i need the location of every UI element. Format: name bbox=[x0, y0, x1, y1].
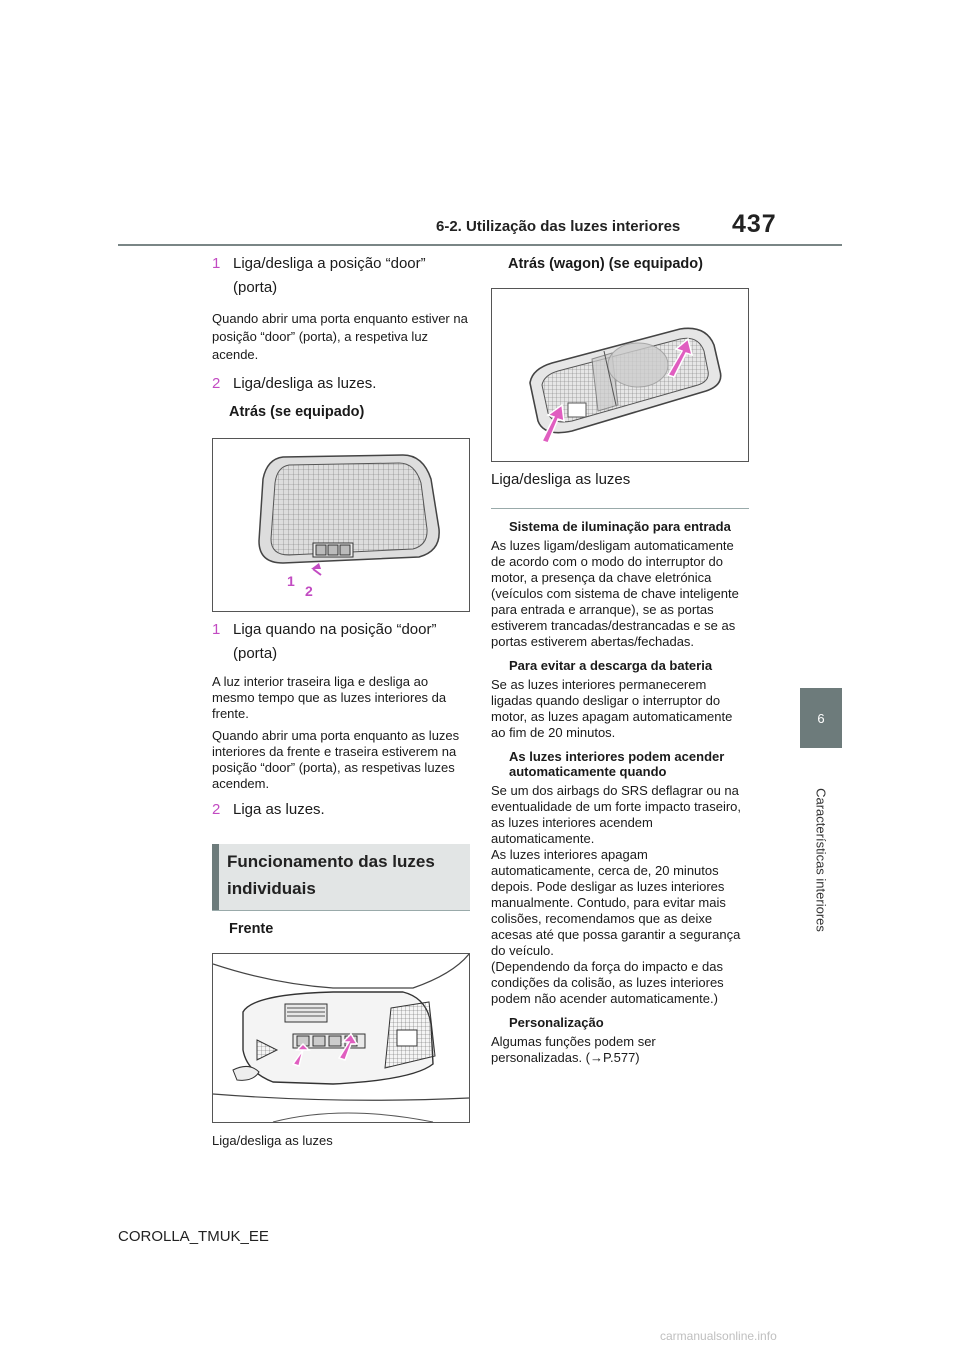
figure-caption: Liga/desliga as luzes bbox=[212, 1133, 333, 1148]
left-column bbox=[212, 252, 470, 1149]
wagon-light-illustration bbox=[492, 289, 748, 461]
item-text: Liga as luzes. bbox=[233, 801, 325, 818]
callout-2: 2 bbox=[305, 583, 313, 599]
section-divider bbox=[212, 910, 470, 911]
item-note: Quando abrir uma porta enquanto estiver na posição “door” (porta), a respetiva luz acende. bbox=[212, 311, 468, 362]
front-light-illustration bbox=[213, 954, 469, 1122]
right-column bbox=[491, 252, 749, 1066]
list-item bbox=[212, 798, 470, 822]
section-title: 6-2. Utilização das luzes interiores bbox=[436, 218, 681, 235]
note-body: (Dependendo da força do impacto e das condições da colisão, as luzes interiores podem não acender automaticamente.) bbox=[491, 959, 724, 1006]
note-title-entry-lighting: Sistema de iluminação para entrada bbox=[509, 519, 731, 534]
item-note: A luz interior traseira liga e desliga ao mesmo tempo que as luzes interiores da frente. bbox=[212, 674, 447, 721]
section-heading: Funcionamento das luzes individuais bbox=[212, 844, 470, 910]
item-text: Liga/desliga a posição “door” (porta) bbox=[233, 255, 426, 296]
chapter-label-text: Características interiores bbox=[813, 788, 829, 932]
item-number: 1 bbox=[212, 621, 221, 638]
item-number: 2 bbox=[212, 375, 221, 392]
front-light-figure bbox=[212, 953, 470, 1123]
rear-light-illustration bbox=[213, 439, 469, 611]
chapter-tab: 6 bbox=[800, 688, 842, 748]
note-title-battery: Para evitar a descarga da bateria bbox=[509, 658, 713, 673]
note-body: Algumas funções podem ser personalizadas. (→P.577) bbox=[491, 1034, 656, 1065]
rear-light-figure bbox=[212, 438, 470, 612]
list-item bbox=[212, 252, 470, 300]
watermark: carmanualsonline.info bbox=[660, 1329, 777, 1343]
front-heading: Frente bbox=[229, 921, 274, 937]
rear-heading: Atrás (se equipado) bbox=[229, 404, 365, 420]
item-number: 2 bbox=[212, 801, 221, 818]
note-title-customization: Personalização bbox=[509, 1015, 604, 1030]
item-note: Quando abrir uma porta enquanto as luzes interiores da frente e traseira estiverem na posição “door” (porta), as respetivas luzes acendem. bbox=[212, 728, 460, 791]
footer-model: COROLLA_TMUK_EE bbox=[118, 1228, 269, 1245]
note-body: Se um dos airbags do SRS deflagrar ou na eventualidade de um forte impacto traseiro, as luzes interiores acendem automaticamente. bbox=[491, 783, 742, 846]
list-item bbox=[212, 372, 470, 396]
callout-1: 1 bbox=[287, 573, 295, 589]
note-body: As luzes interiores apagam automaticamente, cerca de, 20 minutos depois. Pode desligar as luzes interiores manualmente. Contudo, para evitar mais colisões, recomendamos que as deixe acesas até que possa garantir a segurança do veículo. bbox=[491, 847, 741, 958]
note-body: As luzes ligam/desligam automaticamente de acordo com o modo do interruptor do motor, a presença da chave eletrónica (veículos com sistema de chave inteligente para entrada e arranque), se as portas estiverem trancadas/destrancadas e se as portas estiverem abertas/fechadas. bbox=[491, 538, 739, 649]
item-text: Liga quando na posição “door” (porta) bbox=[233, 621, 437, 662]
note-body: Se as luzes interiores permanecerem ligadas quando desligar o interruptor do motor, as luzes apagam automaticamente ao fim de 20 minutos. bbox=[491, 677, 733, 740]
wagon-heading: Atrás (wagon) (se equipado) bbox=[508, 256, 703, 272]
item-number: 1 bbox=[212, 255, 221, 272]
header-divider bbox=[118, 244, 842, 246]
note-title-auto-on: As luzes interiores podem acender automaticamente quando bbox=[509, 749, 725, 779]
notes-divider bbox=[491, 508, 749, 509]
page-number: 437 bbox=[732, 210, 777, 238]
figure-caption: Liga/desliga as luzes bbox=[491, 471, 631, 488]
chapter-label bbox=[810, 760, 832, 960]
list-item bbox=[212, 618, 470, 666]
wagon-light-figure bbox=[491, 288, 749, 462]
item-text: Liga/desliga as luzes. bbox=[233, 375, 377, 392]
